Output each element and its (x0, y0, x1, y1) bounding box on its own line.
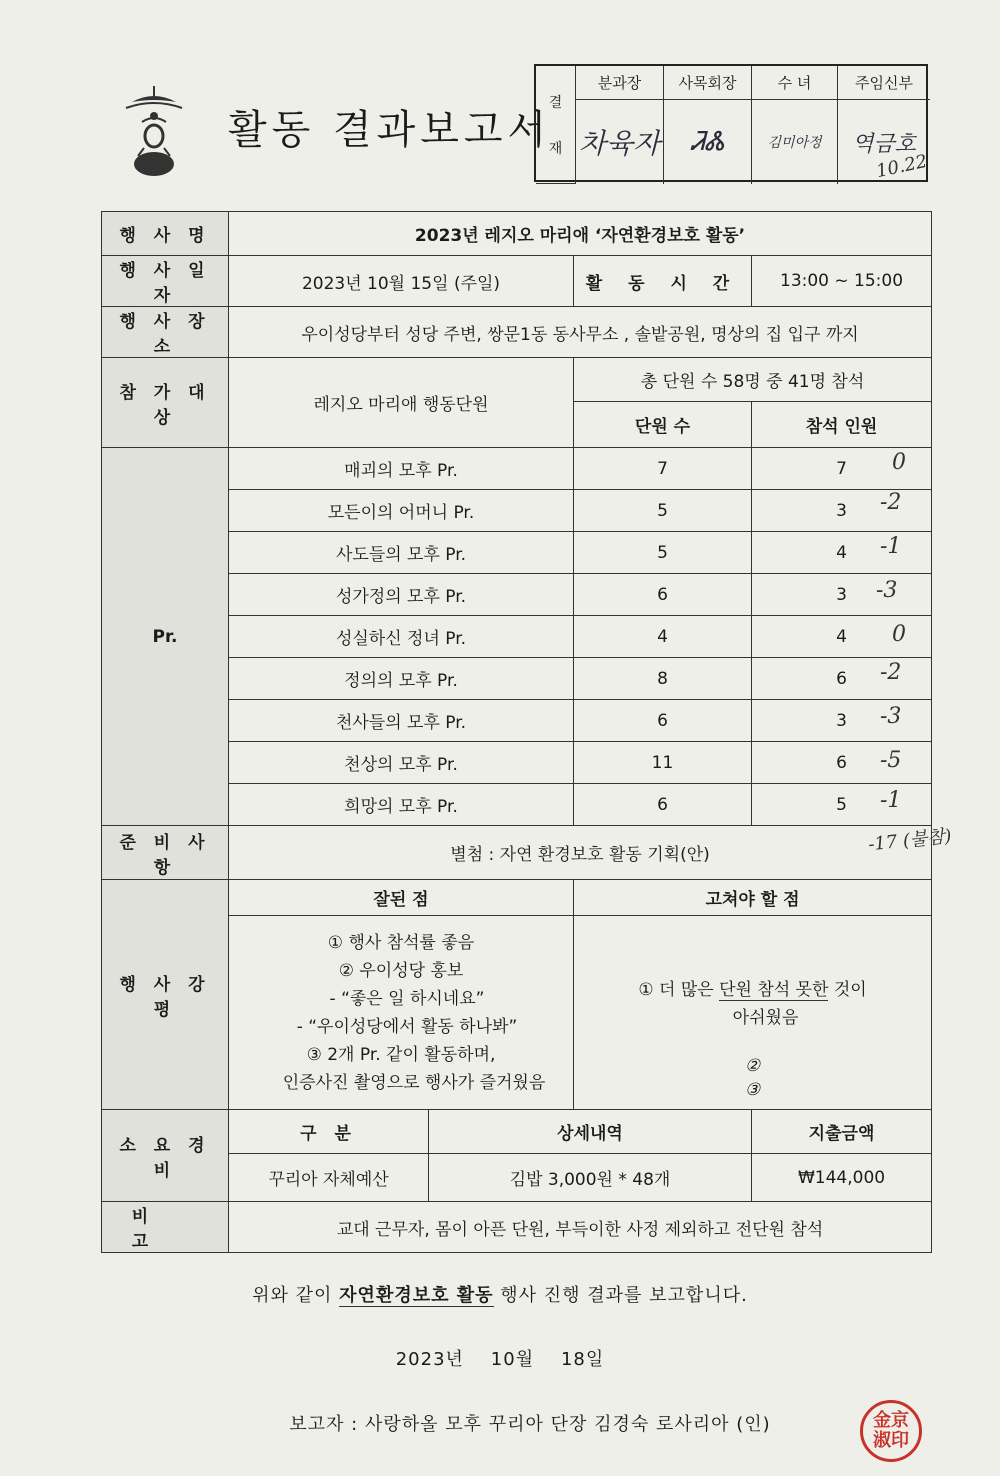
handwritten-note: -5 (880, 748, 902, 773)
handwritten-total-note: -17 (불참) (867, 825, 953, 856)
pr-name: 매괴의 모후 Pr. (229, 448, 574, 490)
pr-name: 천사들의 모후 Pr. (229, 700, 574, 742)
pr-attended: 3 (752, 574, 932, 616)
preparation: 별첨 : 자연 환경보호 활동 기획(안) (229, 826, 932, 880)
table-row (102, 212, 932, 256)
approval-box (534, 64, 928, 182)
pr-attended: 3 (752, 490, 932, 532)
approval-date-note: 10.22 (874, 150, 930, 183)
pr-members: 5 (574, 532, 752, 574)
pr-attended: 4 (752, 616, 932, 658)
signature: 역금호 (852, 131, 916, 157)
column-header: 참석 인원 (752, 402, 932, 448)
label-cell: 행 사 강 평 (102, 880, 229, 1110)
pr-attended: 6 (752, 742, 932, 784)
signature: 김미아정 (752, 100, 838, 184)
event-date: 2023년 10월 15일 (주일) (229, 256, 574, 307)
approval-role: 주임신부 (838, 66, 930, 100)
event-location: 우이성당부터 성당 주변, 쌍문1동 동사무소 , 솔밭공원, 명상의 집 입구 까지 (229, 307, 932, 358)
handwritten-note: 0 (892, 622, 906, 647)
table-row (102, 1202, 932, 1253)
table-row (102, 880, 932, 916)
column-header: 상세내역 (429, 1110, 752, 1154)
event-name: 2023년 레지오 마리애 ‘자연환경보호 활동’ (229, 212, 932, 256)
pr-members: 4 (574, 616, 752, 658)
activity-time: 13:00 ~ 15:00 (752, 256, 932, 307)
column-header: 지출금액 (752, 1110, 932, 1154)
pr-members: 6 (574, 784, 752, 826)
pr-members: 5 (574, 490, 752, 532)
column-header: 단원 수 (574, 402, 752, 448)
label-cell: 참 가 대 상 (102, 358, 229, 448)
good-point: ① 행사 참석률 좋음 (327, 932, 475, 953)
pr-attended: 6 (752, 658, 932, 700)
signature: ᏘᏜ (664, 100, 752, 184)
fix-point: 아쉬웠음 (732, 1008, 799, 1028)
report-statement: 위와 같이 자연환경보호 활동 행사 진행 결과를 보고합니다. (252, 1285, 748, 1306)
pr-name: 성실하신 정녀 Pr. (229, 616, 574, 658)
cost-type: 꾸리아 자체예산 (229, 1154, 429, 1202)
handwritten-note: -3 (880, 704, 902, 729)
label-cell: 행 사 장 소 (102, 307, 229, 358)
pr-members: 6 (574, 700, 752, 742)
pr-name: 사도들의 모후 Pr. (229, 532, 574, 574)
handwritten-note: -2 (880, 660, 902, 685)
label-cell: 행 사 명 (102, 212, 229, 256)
pr-members: 11 (574, 742, 752, 784)
good-points (229, 916, 574, 1110)
seal-stamp: 金京淑印 (860, 1400, 922, 1462)
report-date: 2023년 10월 18일 (395, 1349, 605, 1370)
handwritten-note: 0 (892, 450, 906, 475)
pr-members: 6 (574, 574, 752, 616)
handwritten-note: -2 (880, 490, 902, 515)
signature: 차육자 (576, 100, 664, 184)
table-row (102, 448, 932, 490)
table-row (102, 256, 932, 307)
pr-members: 8 (574, 658, 752, 700)
pr-name: 정의의 모후 Pr. (229, 658, 574, 700)
pr-name: 천상의 모후 Pr. (229, 742, 574, 784)
fix-points (574, 916, 932, 1110)
participants: 레지오 마리애 행동단원 (229, 358, 574, 448)
reporter: 보고자 : 사랑하올 모후 꾸리아 단장 김경숙 로사리아 (인) (289, 1414, 771, 1435)
good-point: - “우이성당에서 활동 하나봐” (296, 1016, 518, 1037)
fix-point: ③ (744, 1080, 761, 1100)
cost-amount: ₩144,000 (752, 1154, 932, 1202)
good-point: - “좋은 일 하시네요” (329, 988, 485, 1009)
approval-side-label: 결 재 (536, 66, 576, 184)
good-point: ② 우이성당 홍보 (338, 960, 464, 981)
label-cell: 활 동 시 간 (574, 256, 752, 307)
pr-attended: 3 (752, 700, 932, 742)
pr-attended: 4 (752, 532, 932, 574)
pr-name: 모든이의 어머니 Pr. (229, 490, 574, 532)
table-row (102, 358, 932, 402)
good-point: 인증사진 촬영으로 행사가 즐거웠음 (282, 1072, 546, 1093)
label-cell: 비 고 (102, 1202, 229, 1253)
approval-role: 사목회장 (664, 66, 752, 100)
fix-point: ① 더 많은 단원 참석 못한 것이 (638, 980, 867, 1000)
pr-name: 성가정의 모후 Pr. (229, 574, 574, 616)
legio-emblem-icon (118, 80, 190, 180)
good-point: ③ 2개 Pr. 같이 활동하며, (306, 1044, 496, 1065)
cost-detail: 김밥 3,000원 * 48개 (429, 1154, 752, 1202)
handwritten-note: -3 (876, 578, 898, 603)
label-cell: Pr. (102, 448, 229, 826)
table-row (102, 826, 932, 880)
column-header: 잘된 점 (229, 880, 574, 916)
table-row (102, 307, 932, 358)
pr-members: 7 (574, 448, 752, 490)
participants-summary: 총 단원 수 58명 중 41명 참석 (574, 358, 932, 402)
label-cell: 행 사 일 자 (102, 256, 229, 307)
handwritten-note: -1 (880, 534, 902, 559)
pr-attended: 7 (752, 448, 932, 490)
approval-role: 분과장 (576, 66, 664, 100)
table-row (102, 1110, 932, 1154)
report-table (101, 211, 932, 1253)
pr-attended: 5 (752, 784, 932, 826)
column-header: 고쳐야 할 점 (574, 880, 932, 916)
document-title: 활동 결과보고서 (228, 107, 552, 153)
label-cell: 소 요 경 비 (102, 1110, 229, 1202)
label-cell: 준 비 사 항 (102, 826, 229, 880)
approval-role: 수 녀 (752, 66, 838, 100)
handwritten-note: -1 (880, 788, 902, 813)
fix-point: ② (744, 1056, 761, 1076)
pr-name: 희망의 모후 Pr. (229, 784, 574, 826)
column-header: 구 분 (229, 1110, 429, 1154)
remarks: 교대 근무자, 몸이 아픈 단원, 부득이한 사정 제외하고 전단원 참석 (229, 1202, 932, 1253)
